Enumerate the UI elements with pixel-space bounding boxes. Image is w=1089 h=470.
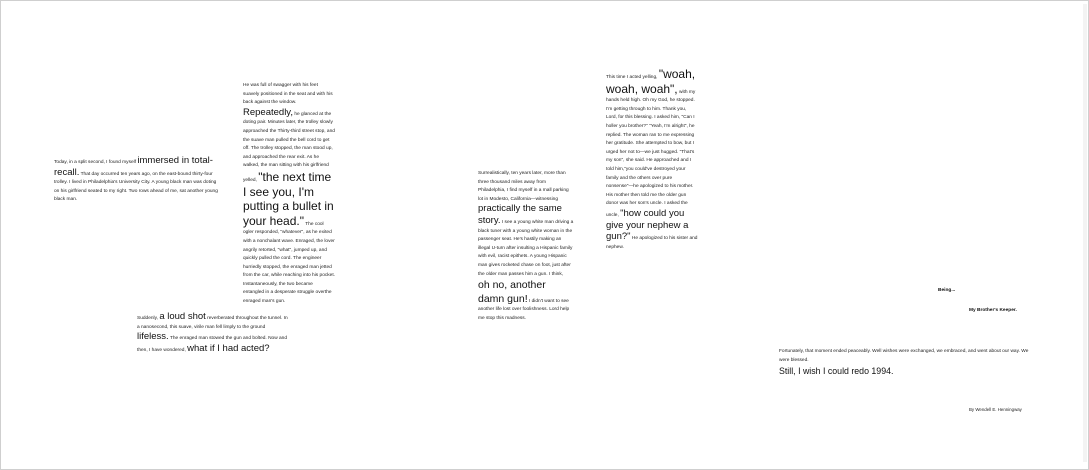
panel3-p3: The enraged man stowed the gun and bolted. Now and then, I have wondered, — [137, 336, 288, 353]
panel3-emphasis-1: a loud shot — [159, 311, 206, 322]
panel4-p3: I didn't want to see another life lost over foolishness. Lord help me stop this madness. — [478, 298, 570, 321]
closing-emphasis: Still, I wish I could redo 1994. — [779, 366, 894, 377]
closing-paragraph — [779, 348, 1039, 377]
panel2-p3: The cool ogler responded, "whatever", as he exited with a nonchalant wave. Enraged, the lover angrily retorted, "what", jumped up, and quickly pulled the cord. The engineer hurriedly stopped, the enraged man jetted from the car, while reaching into his pocket. Instantaneously, the two became entangled in a desperate struggle overthe enraged man's gun. — [243, 221, 335, 305]
panel2-emphasis-1: Repeatedly, — [243, 106, 293, 118]
scrollbar[interactable] — [1083, 4, 1087, 462]
panel2-p1: He was full of swagger with his feet suavely positioned in the seat and with his back against the window. — [243, 83, 333, 106]
panel1-intro: Today, in a split second, I found myself — [54, 160, 137, 165]
panel3-p1: Suddenly, — [137, 316, 158, 321]
panel5-p1: This time I acted yelling, — [606, 75, 658, 80]
panel4-p1: Surrealistically, ten years later, more than three thousand miles away from Philadelphia, I find myself in a mall parking lot in Modesto, California—witnessing — [478, 171, 569, 202]
story-panel-3 — [137, 312, 289, 355]
panel4-p2: I see a young white man driving a black tuner with a young white woman in the passenger seat. He's hastily making an illegal U-turn after insulting a Hispanic family with evil, racist epithets. A young Hispanic man gives rocketed chase on foot, just after the older man passes him a gun. I think, — [478, 219, 574, 277]
title-being: Being... — [938, 288, 956, 293]
title-brothers-keeper: My Brother's Keeper. — [969, 308, 1017, 313]
panel3-p2: reverberated throughout the tunnel. In a nanosecond, this suave, virile man fell limply to the ground — [137, 316, 288, 330]
panel3-emphasis-3: what if I had acted? — [187, 342, 270, 354]
panel4-emphasis-1: practically the same story. — [478, 203, 562, 226]
story-panel-4 — [478, 170, 574, 324]
panel4-emphasis-2: oh no, another damn gun! — [478, 279, 546, 305]
closing-text: Fortunately, that moment ended peaceably. Well wishes were exchanged, we embraced, and went about our way. We were blessed. — [779, 349, 1029, 363]
panel2-emphasis-2: "the next time I see you, I'm putting a bullet in your head." — [243, 169, 334, 228]
panel5-p2: with my hands held high. Oh my God, he stopped. I'm getting through to him. Thank you, Lord, for this blessing. I asked him, "Can I holler you brother?" "Yeah, I'm alright", he replied. The woman ran to me expressing her gratitude. She attempted to bow, but I urged her not to—we just hugged. "That's my son", she said. He approached and I told him,"you could've destroyed your family and the others over pure nonsense"—he apologized to his mother. His mother then told me the older gun donor was her son's uncle. I asked the uncle, — [606, 89, 696, 218]
panel5-emphasis-2: "how could you give your nephew a gun?" — [606, 207, 689, 243]
panel3-emphasis-2: lifeless. — [137, 331, 169, 343]
panel1-body: That day occurred ten years ago, on the east-bound thirty-four trolley. I lived in Philadelphia's University City. A young black man was doting on his girlfriend seated to my right. Two rows ahead of me, sat another young black man. — [54, 171, 218, 203]
story-panel-1 — [54, 156, 220, 205]
panel2-p2: he glanced at the doting pair. Minutes later, the trolley slowly approached the Thirty-third street stop, and the suave man pulled the bell cord to get off. The trolley stopped, the man stood up, and approached the rear exit. As he walked, the man sitting with his girlfriend yelled, — [243, 111, 335, 183]
panel1-emphasis: immersed in total-recall. — [54, 155, 213, 178]
story-panel-5 — [606, 68, 698, 252]
byline: By Wendell E. Henningway — [969, 407, 1022, 412]
story-panel-2 — [243, 82, 335, 307]
panel5-emphasis-1: "woah, woah, woah", — [606, 67, 696, 96]
panel5-p3: He apologized to his sister and nephew. — [606, 236, 698, 250]
